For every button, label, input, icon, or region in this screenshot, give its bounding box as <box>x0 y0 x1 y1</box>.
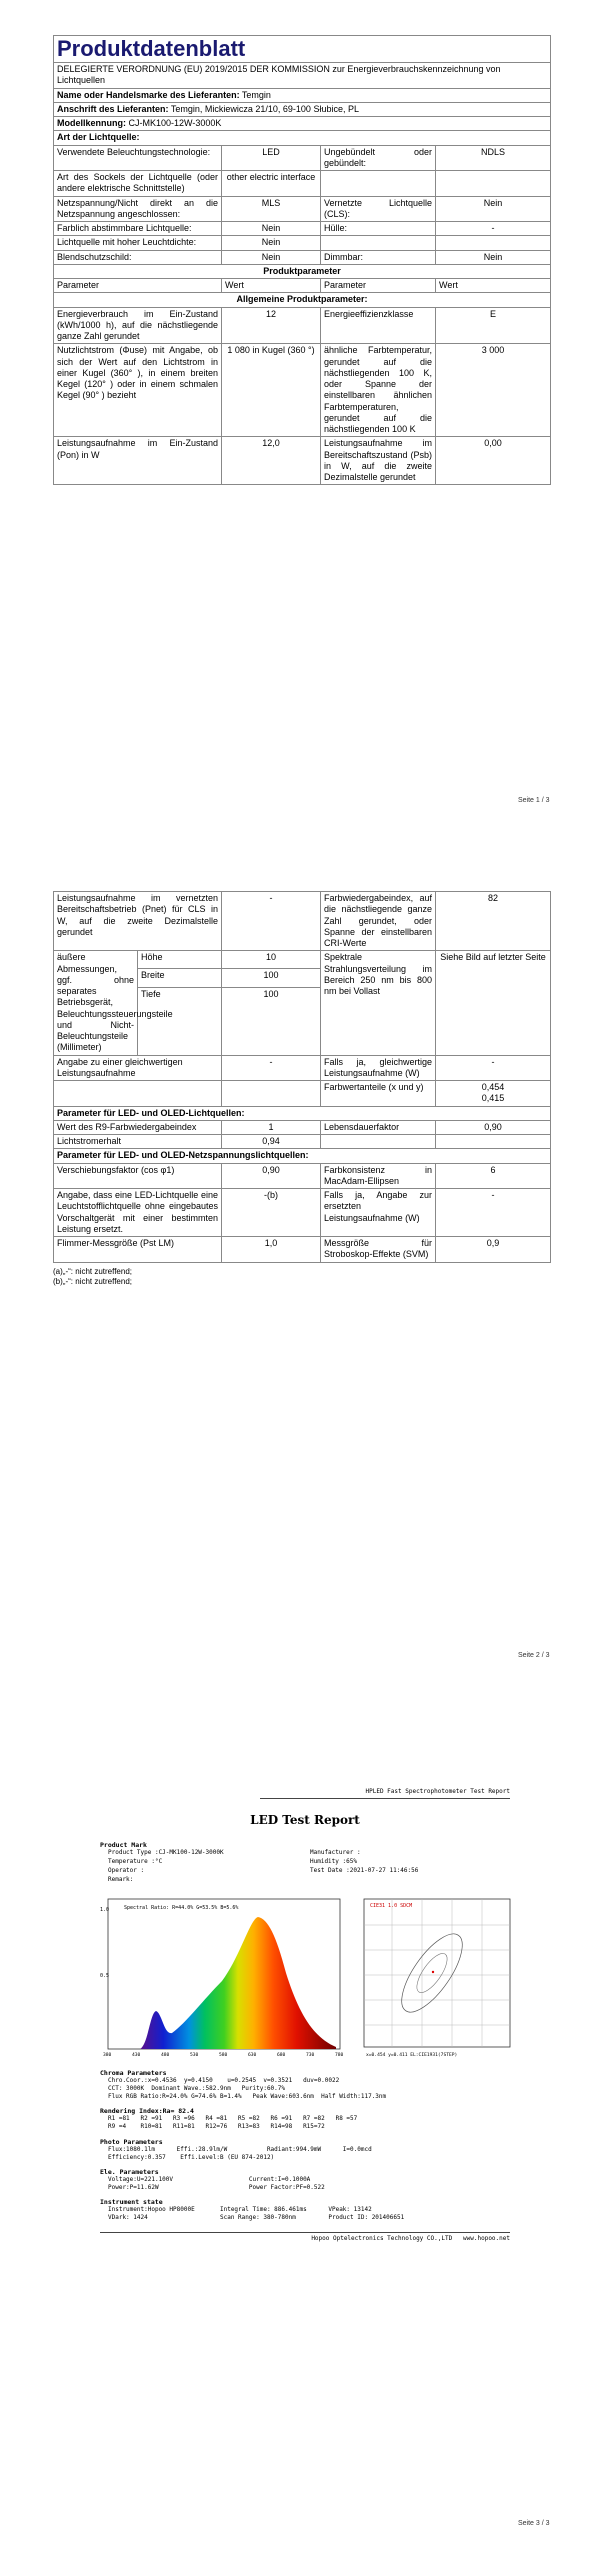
cell: Tiefe <box>138 987 222 1055</box>
cell <box>321 236 436 250</box>
cell: Nein <box>436 196 551 222</box>
product-mark-label: Product Mark <box>100 1841 147 1850</box>
rendering-values: R1 =81 R2 =91 R3 =96 R4 =81 R5 =82 R6 =91 R7 =82 R8 =57 R9 =4 R10=81 R11=81 R12=76 R13=83 R14=98 R15=72 <box>108 2115 358 2131</box>
led-params-heading: Parameter für LED- und OLED-Lichtquellen: <box>54 1106 551 1120</box>
cell: Hülle: <box>321 222 436 236</box>
cie-label: CIE31 1.0 SDCM <box>370 1903 413 1910</box>
cell <box>54 1081 222 1107</box>
cell: Verwendete Beleuchtungstechnologie: <box>54 145 222 171</box>
rendering-heading: Rendering Index:Ra= 82.4 <box>100 2107 194 2116</box>
cell <box>222 1081 321 1107</box>
footnote-b: (b)„-“: nicht zutreffend; <box>53 1276 132 1286</box>
cell: 6 <box>436 1163 551 1189</box>
cell: Verschiebungsfaktor (cos φ1) <box>54 1163 222 1189</box>
model-label: Modellkennung: <box>57 118 126 129</box>
cell <box>321 1135 436 1149</box>
x-tick-label: 580 <box>219 2053 228 2059</box>
instrument-params: Instrument:Hopoo HP8000E Integral Time: 886.461ms VPeak: 13142 VDark: 1424 Scan Range: 380-780nm Product ID: 201406651 <box>108 2205 405 2222</box>
electrical-params: Voltage:U=221.100V Current:I=0.1000A Power:P=11.62W Power Factor:PF=0.522 <box>108 2175 325 2191</box>
supplier-label: Name oder Handelsmarke des Lieferanten: <box>57 89 240 100</box>
company-footer: Hopoo Optelectronics Technology CO.,LTD www.hopoo.net <box>311 2235 510 2243</box>
cell: Dimmbar: <box>321 250 436 264</box>
cell: Spektrale Strahlungsverteilung im Bereich 250 nm bis 800 nm bei Vollast <box>321 951 436 1055</box>
cell: Art des Sockels der Lichtquelle (oder andere elektrische Schnittstelle) <box>54 171 222 197</box>
x-tick-label: 530 <box>190 2053 199 2059</box>
x-tick-label: 780 <box>335 2053 344 2059</box>
y-tick-label: 1.0 <box>100 1907 110 1914</box>
measured-point <box>432 1971 434 1973</box>
spectrum-chart <box>100 1895 345 2061</box>
cell: - <box>436 1055 551 1081</box>
humidity: Humidity :65% <box>310 1858 357 1866</box>
cell: 0,94 <box>222 1135 321 1149</box>
cell: Vernetzte Lichtquelle (CLS): <box>321 196 436 222</box>
cell: Energieverbrauch im Ein-Zustand (kWh/1000 h), auf die nächstliegende ganze Zahl gerundet <box>54 307 222 344</box>
cell: MLS <box>222 196 321 222</box>
product-type: Product Type :CJ-MK100-12W-3000K <box>108 1849 224 1857</box>
cell: Netzspannung/Nicht direkt an die Netzspannung angeschlossen: <box>54 196 222 222</box>
cell: Leistungsaufnahme im Ein-Zustand (Pon) in W <box>54 437 222 485</box>
chroma-params: Chro.Coor.:x=0.4536 y=0.4150 u=0.2545 v=0.3521 duv=0.0022 CCT: 3000K Dominant Wave.:582.9nm Purity:60.7% Flux RGB Ratio:R=24.0% G=74.6% B=1.4% Peak Wave:603.6nm Half Width:117.3nm <box>108 2077 387 2101</box>
col-header: Parameter <box>321 279 436 293</box>
general-params-heading: Allgemeine Produktparameter: <box>54 293 551 307</box>
cell: Messgröße für Stroboskop-Effekte (SVM) <box>321 1237 436 1263</box>
cell: 82 <box>436 892 551 951</box>
cell: E <box>436 307 551 344</box>
cell <box>436 1081 551 1107</box>
address-label: Anschrift des Lieferanten: <box>57 103 169 114</box>
col-header: Wert <box>436 279 551 293</box>
datasheet-table-2 <box>53 891 551 1263</box>
cell: 10 <box>222 951 321 969</box>
cell: - <box>222 1055 321 1081</box>
x-tick-label: 430 <box>132 2053 141 2059</box>
x-tick-label: 730 <box>306 2053 315 2059</box>
cell: Wert des R9-Farbwiedergabeindex <box>54 1120 222 1134</box>
cell: 1 <box>222 1120 321 1134</box>
photo-heading: Photo Parameters <box>100 2137 163 2146</box>
electrical-heading: Ele. Parameters <box>100 2167 159 2176</box>
cell: other electric interface <box>222 171 321 197</box>
charts-area <box>100 1895 510 2065</box>
photo-params: Flux:1080.1lm Effi.:28.9lm/W Radiant:994.9mW I=0.0mcd Efficiency:0.357 Effi.Level:B (EU 874-2012) <box>108 2145 372 2161</box>
col-header: Parameter <box>54 279 222 293</box>
cell <box>436 1135 551 1149</box>
footnote-a: (a)„-“: nicht zutreffend; <box>53 1266 132 1276</box>
x-tick-label: 480 <box>161 2053 170 2059</box>
cell: Farbkonsistenz in MacAdam-Ellipsen <box>321 1163 436 1189</box>
x-ticks <box>103 2052 344 2058</box>
address-value: Temgin, Mickiewicza 21/10, 69-100 Słubice, PL <box>170 103 359 114</box>
cell: 0,90 <box>436 1120 551 1134</box>
x-tick-label: 380 <box>103 2053 112 2059</box>
product-info <box>100 1849 510 1895</box>
cell: 100 <box>222 987 321 1055</box>
cell: - <box>222 892 321 951</box>
test-date: Test Date :2021-07-27 11:46:56 <box>310 1867 419 1875</box>
cell <box>321 171 436 197</box>
operator: Operator : <box>108 1867 145 1875</box>
instrument-heading: Instrument state <box>100 2197 163 2206</box>
cell: 12 <box>222 307 321 344</box>
cell: 1 080 in Kugel (360 °) <box>222 344 321 437</box>
cell: Farbwertanteile (x und y) <box>321 1081 436 1107</box>
cell: Lebensdauerfaktor <box>321 1120 436 1134</box>
page-title: Produktdatenblatt <box>54 36 551 63</box>
cell: Nein <box>222 222 321 236</box>
cell: ähnliche Farbtemperatur, gerundet auf die nächstliegenden 100 K, oder Spanne der einstellbaren ähnlichen Farbtemperaturen, gerundet auf die nächstliegenden 100 K <box>321 344 436 437</box>
cell: Nein <box>436 250 551 264</box>
cell <box>436 171 551 197</box>
cell: Siehe Bild auf letzter Seite <box>436 951 551 1055</box>
mains-params-heading: Parameter für LED- und OLED-Netzspannungslichtquellen: <box>54 1149 551 1163</box>
supplier-value: Temgin <box>241 89 271 100</box>
chroma-heading: Chroma Parameters <box>100 2069 167 2078</box>
cell: 0,9 <box>436 1237 551 1263</box>
cie-footer: x=0.454 y=0.411 EL:CIE1931(7STEP) <box>366 2053 458 2059</box>
cell: Flimmer-Messgröße (Pst LM) <box>54 1237 222 1263</box>
cell: Farblich abstimmbare Lichtquelle: <box>54 222 222 236</box>
page-number: Seite 2 / 3 <box>518 1652 550 1659</box>
cell: - <box>436 1189 551 1237</box>
cell: Farbwiedergabeindex, auf die nächstliegende ganze Zahl gerundet, oder Spanne der einstellbaren CRI-Werte <box>321 892 436 951</box>
cell: Falls ja, gleichwertige Leistungsaufnahme (W) <box>321 1055 436 1081</box>
col-header: Wert <box>222 279 321 293</box>
cell: Nein <box>222 250 321 264</box>
x-tick-label: 680 <box>277 2053 286 2059</box>
report-title: LED Test Report <box>250 1813 360 1828</box>
cell-value: 0,454 <box>481 1082 505 1092</box>
cell: Lichtstromerhalt <box>54 1135 222 1149</box>
cell: 12,0 <box>222 437 321 485</box>
cell: Blendschutzschild: <box>54 250 222 264</box>
cell: NDLS <box>436 145 551 171</box>
page-number: Seite 3 / 3 <box>518 2520 550 2527</box>
x-tick-label: 630 <box>248 2053 257 2059</box>
cell: Ungebündelt oder gebündelt: <box>321 145 436 171</box>
model-value: CJ-MK100-12W-3000K <box>128 118 222 129</box>
cell: 100 <box>222 969 321 987</box>
cell <box>436 236 551 250</box>
cell: Höhe <box>138 951 222 969</box>
cell: Energieeffizienzklasse <box>321 307 436 344</box>
report-header: HPLED Fast Spectrophotometer Test Report <box>365 1788 510 1795</box>
datasheet-table-1 <box>53 35 551 485</box>
product-params-heading: Produktparameter <box>54 264 551 278</box>
cell: Angabe zu einer gleichwertigen Leistungsaufnahme <box>54 1055 222 1081</box>
cell: 3 000 <box>436 344 551 437</box>
remark: Remark: <box>108 1876 134 1884</box>
cell: Nein <box>222 236 321 250</box>
cell: Nutzlichtstrom (Φuse) mit Angabe, ob sich der Wert auf den Lichtstrom in einer Kugel (360° ), in einem breiten Kegel (120° ) oder in einem schmalen Kegel (90° ) bezieht <box>54 344 222 437</box>
cell: Breite <box>138 969 222 987</box>
type-heading: Art der Lichtquelle: <box>54 131 551 145</box>
cell: LED <box>222 145 321 171</box>
cell: 0,90 <box>222 1163 321 1189</box>
spectral-ratio-label: Spectral Ratio: R=44.0% G=53.5% B=5.6% <box>124 1905 239 1912</box>
cell: Falls ja, Angabe zur ersetzten Leistungsaufnahme (W) <box>321 1189 436 1237</box>
manufacturer: Manufacturer : <box>310 1849 361 1857</box>
cie-chart <box>362 1895 512 2061</box>
cell: äußere Abmessungen, ggf. ohne separates Betriebsgerät, Beleuchtungssteuerungsteile und Nicht-Beleuchtungsteile (Millimeter) <box>54 951 138 1055</box>
page-1 <box>0 0 603 840</box>
page-number: Seite 1 / 3 <box>518 797 550 804</box>
cell: Leistungsaufnahme im Bereitschaftszustand (Psb) in W, auf die zweite Dezimalstelle gerundet <box>321 437 436 485</box>
cell: 0,00 <box>436 437 551 485</box>
cell: Angabe, dass eine LED-Lichtquelle eine Leuchtstofflichtquelle ohne eingebautes Vorschaltgerät mit einer bestimmten Leistung ersetzt. <box>54 1189 222 1237</box>
temperature: Temperature :°C <box>108 1858 163 1866</box>
regulation-text: DELEGIERTE VERORDNUNG (EU) 2019/2015 DER KOMMISSION zur Energieverbrauchskennzeichnung von Lichtquellen <box>54 63 551 89</box>
cell: Leistungsaufnahme im vernetzten Bereitschaftsbetrieb (Pnet) für CLS in W, auf die zweite Dezimalstelle gerundet <box>54 892 222 951</box>
cell: -(b) <box>222 1189 321 1237</box>
cell-value: 0,415 <box>481 1093 505 1104</box>
y-tick-label: 0.5 <box>100 1973 110 1980</box>
cell: - <box>436 222 551 236</box>
cell: Lichtquelle mit hoher Leuchtdichte: <box>54 236 222 250</box>
cell: 1,0 <box>222 1237 321 1263</box>
page-3 <box>0 1690 603 2560</box>
page-2 <box>0 840 603 1690</box>
